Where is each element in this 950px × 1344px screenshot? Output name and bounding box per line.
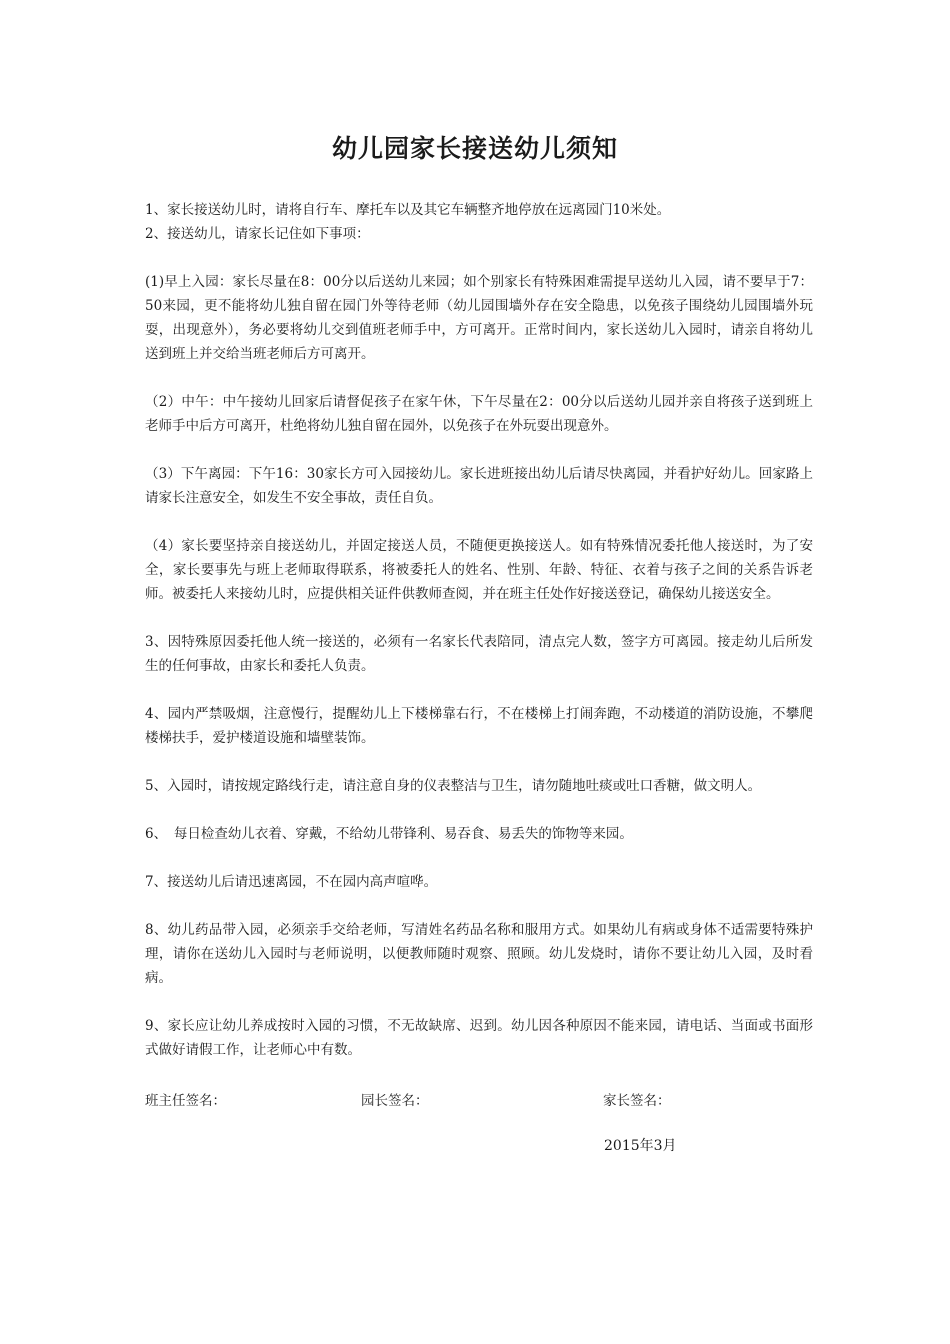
paragraph-2-2: （2）中午：中午接幼儿回家后请督促孩子在家午休，下午尽量在2：00分以后送幼儿园并亲自将孩子送到班上老师手中后方可离开，杜绝将幼儿独自留在园外，以免孩子在外玩耍出现意外。 [145,394,813,434]
paragraph-5: 5、入园时，请按规定路线行走，请注意自身的仪表整洁与卫生，请勿随地吐痰或吐口香糖，做文明人。 [145,778,762,794]
paragraph-spacer [145,510,813,534]
paragraph-2-3: （3）下午离园：下午16：30家长方可入园接幼儿。家长进班接出幼儿后请尽快离园，并看护好幼儿。回家路上请家长注意安全，如发生不安全事故，责任自负。 [145,466,813,506]
paragraph-8: 8、幼儿药品带入园，必须亲手交给老师，写清姓名药品名称和服用方式。如果幼儿有病或身体不适需要特殊护理，请你在送幼儿入园时与老师说明，以便教师随时观察、照顾。幼儿发烧时，请你不要让幼儿入园，及时看病。 [145,922,813,986]
paragraph-6: 6、 每日检查幼儿衣着、穿戴，不给幼儿带锋利、易吞食、易丢失的饰物等来园。 [145,826,633,842]
paragraph-spacer [145,894,813,918]
paragraph-9: 9、家长应让幼儿养成按时入园的习惯，不无故缺席、迟到。幼儿因各种原因不能来园，请电话、当面或书面形式做好请假工作，让老师心中有数。 [145,1018,813,1058]
paragraph-spacer [145,438,813,462]
paragraph-spacer [145,246,813,270]
paragraph-2-4: （4）家长要坚持亲自接送幼儿，并固定接送人员，不随便更换接送人。如有特殊情况委托他人接送时，为了安全，家长要事先与班上老师取得联系，将被委托人的姓名、性别、年龄、特征、衣着与孩子之间的关系告诉老师。被委托人来接幼儿时，应提供相关证件供教师查阅，并在班主任处作好接送登记，确保幼儿接送安全。 [145,538,813,602]
paragraph-7: 7、接送幼儿后请迅速离园，不在园内高声喧哗。 [145,874,438,890]
paragraph-spacer [145,678,813,702]
document-date: 2015年3月 [604,1138,677,1154]
teacher-signature-label: 班主任签名： [145,1093,226,1109]
document-title: 幼儿园家长接送幼儿须知 [331,134,618,163]
parent-signature-label: 家长签名： [603,1093,671,1109]
paragraph-2: 2、接送幼儿，请家长记住如下事项： [145,226,370,242]
paragraph-1: 1、家长接送幼儿时，请将自行车、摩托车以及其它车辆整齐地停放在远离园门10米处。 [145,202,671,218]
paragraph-spacer [145,750,813,774]
paragraph-spacer [145,846,813,870]
paragraph-3: 3、因特殊原因委托他人统一接送的，必须有一名家长代表陪同，清点完人数，签字方可离园。接走幼儿后所发生的任何事故，由家长和委托人负责。 [145,634,813,674]
paragraph-spacer [145,366,813,390]
principal-signature-label: 园长签名： [361,1093,429,1109]
paragraph-4: 4、园内严禁吸烟，注意慢行，提醒幼儿上下楼梯靠右行，不在楼梯上打闹奔跑，不动楼道的消防设施，不攀爬楼梯扶手，爱护楼道设施和墙壁装饰。 [145,706,813,746]
paragraph-spacer [145,606,813,630]
paragraph-2-1: (1)早上入园：家长尽量在8：00分以后送幼儿来园；如个别家长有特殊困难需提早送幼儿入园，请不要早于7：50来园，更不能将幼儿独自留在园门外等待老师（幼儿园围墙外存在安全隐患，以免孩子围绕幼儿园围墙外玩耍，出现意外），务必要将幼儿交到值班老师手中，方可离开。正常时间内，家长送幼儿入园时，请亲自将幼儿送到班上并交给当班老师后方可离开。 [145,274,813,362]
paragraph-spacer [145,798,813,822]
document-body [145,198,813,1062]
signature-row [145,1089,813,1113]
paragraph-spacer [145,990,813,1014]
